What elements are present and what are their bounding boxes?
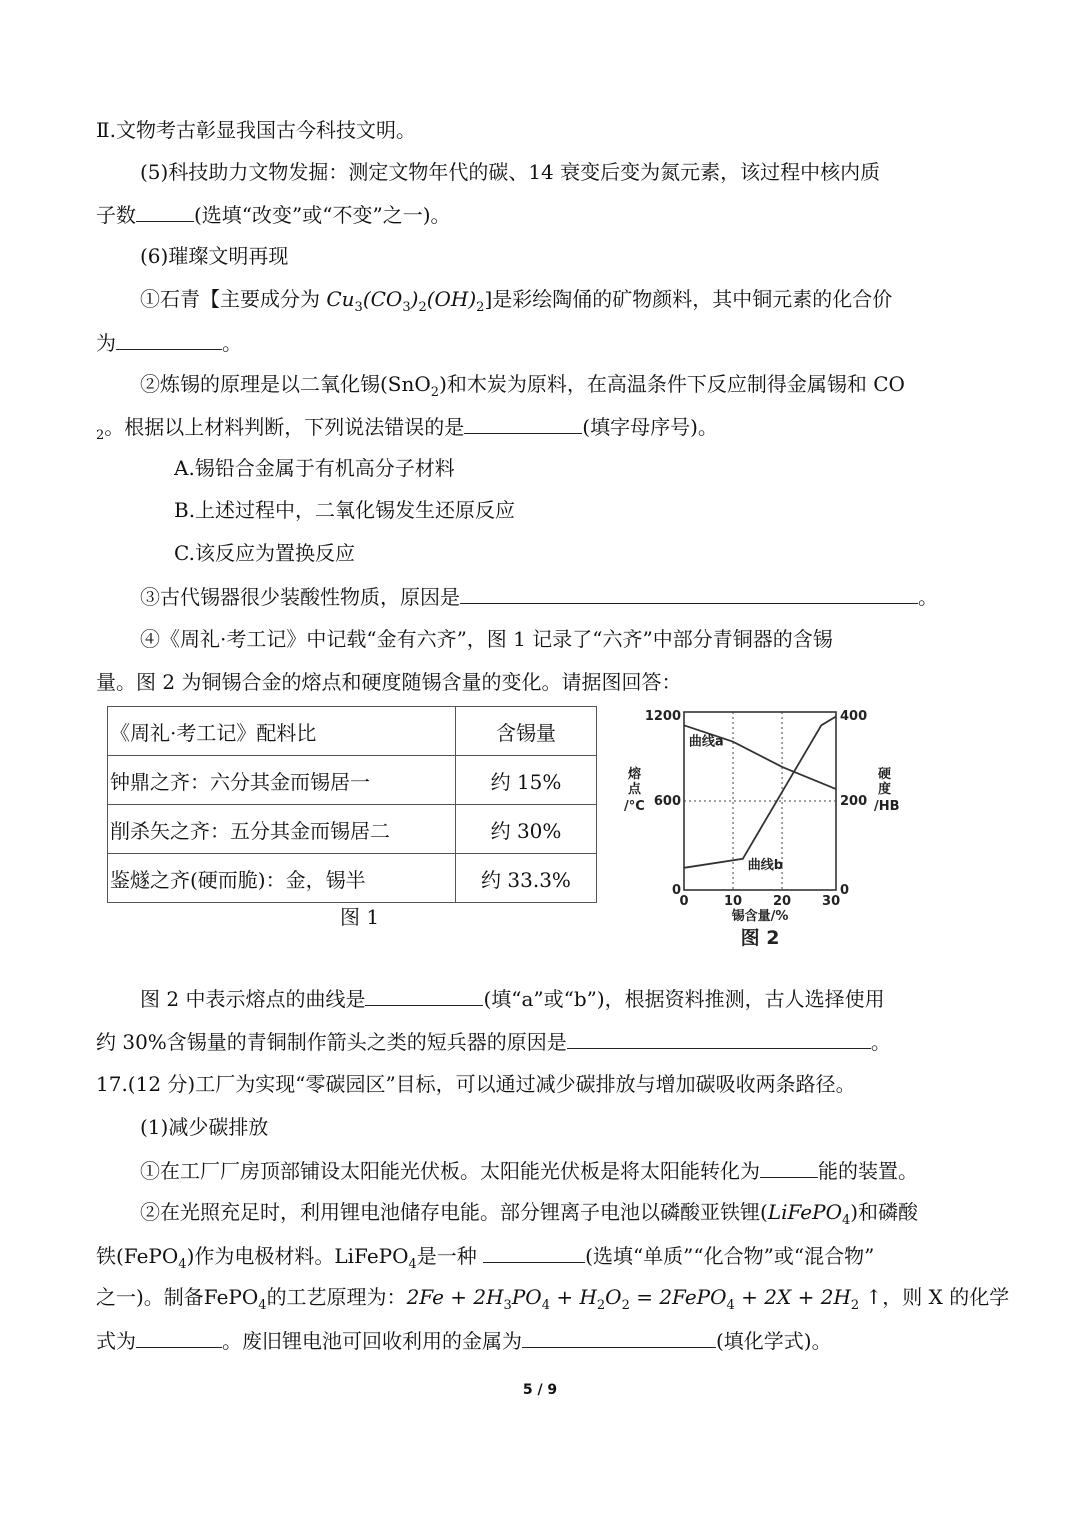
q17-1-2-text-end: 式为 。废旧锂电池可回收利用的金属为 (填化学式)。 — [96, 1329, 832, 1353]
q6-2-text: ②炼锡的原理是以二氧化锡(SnO$_2$)和木炭为原料，在高温条件下反应制得金属锡和 CO — [140, 372, 905, 400]
y-left-label-line: 熔 — [628, 767, 642, 782]
table-cell: 钟鼎之齐：六分其金而锡居一 — [108, 756, 456, 805]
q5-text-cont: 子数 (选填“改变”或“不变”之一)。 — [96, 203, 451, 227]
y-right-label-line: 度 — [878, 782, 892, 797]
y-right-tick-label: 400 — [840, 709, 868, 724]
x-tick-label: 0 — [679, 894, 689, 909]
table-row — [108, 805, 597, 854]
option-a: A.锡铅合金属于有机高分子材料 — [174, 456, 455, 480]
y-right-label-line: 硬 — [878, 767, 892, 782]
series-label: 曲线b — [747, 857, 784, 873]
answer-blank[interactable] — [116, 329, 222, 350]
q6-3-text: ③古代锡器很少装酸性物质，原因是 。 — [140, 585, 938, 609]
reaction-equation: $2Fe + 2H_3PO_4 + H_2O_2$ = 2FePO$_4$ + $2X + 2H_2$ ↑ — [406, 1285, 883, 1313]
tin-ratio-table — [107, 706, 597, 903]
q6-1-text: ①石青【主要成分为 $Cu_3(CO_3)_2(OH)_2$]是彩绘陶俑的矿物颜料，其中铜元素的化合价 — [140, 287, 893, 315]
table-row — [108, 854, 597, 903]
table-cell: 约 33.3% — [456, 854, 597, 903]
answer-blank[interactable] — [460, 583, 918, 604]
table-row — [108, 756, 597, 805]
table-cell: 约 30% — [456, 805, 597, 854]
answer-blank[interactable] — [760, 1157, 818, 1178]
answer-blank[interactable] — [136, 1327, 222, 1348]
option-b: B.上述过程中，二氧化锡发生还原反应 — [174, 498, 516, 522]
y-left-tick-label: 1200 — [644, 709, 681, 724]
q17-1-2-text-cont: 铁(FePO$_4$)作为电极材料。LiFePO$_4$是一种 (选填“单质”“化合物”或“混合物” — [96, 1244, 875, 1272]
chart-title: 图 2 — [740, 927, 780, 949]
series-label: 曲线a — [688, 734, 724, 750]
q6-4-question-a: 图 2 中表示熔点的曲线是 (填“a”或“b”)，根据资料推测，古人选择使用 — [140, 987, 885, 1011]
answer-blank[interactable] — [483, 1242, 585, 1263]
table-header-cell: 含锡量 — [456, 707, 597, 756]
table-header-row — [108, 707, 597, 756]
chart-marks — [684, 717, 836, 873]
y-left-tick-label: 0 — [671, 883, 681, 898]
q17-1-1-text: ①在工厂厂房顶部铺设太阳能光伏板。太阳能光伏板是将太阳能转化为 能的装置。 — [140, 1159, 918, 1183]
answer-blank[interactable] — [567, 1028, 871, 1049]
y-left-label-line: 点 — [628, 782, 642, 797]
y-left-label-line: /°C — [624, 799, 645, 814]
answer-blank[interactable] — [522, 1327, 716, 1348]
y-right-tick-label: 200 — [840, 794, 868, 809]
table-header-cell: 《周礼·考工记》配料比 — [108, 707, 456, 756]
y-right-tick-label: 0 — [840, 883, 850, 898]
figure-2-chart — [620, 700, 910, 960]
q6-1-text-cont: 为 。 — [96, 331, 242, 355]
x-tick-label: 10 — [723, 894, 743, 909]
answer-blank[interactable] — [464, 413, 582, 434]
x-tick-label: 30 — [822, 894, 841, 909]
y-right-label-line: /HB — [874, 799, 900, 814]
x-tick-label: 20 — [773, 894, 792, 909]
answer-blank[interactable] — [365, 985, 483, 1006]
table-cell: 鉴燧之齐(硬而脆)：金，锡半 — [108, 854, 456, 903]
y-left-tick-label: 600 — [653, 794, 681, 809]
q17-heading: 17.(12 分)工厂为实现“零碳园区”目标，可以通过减少碳排放与增加碳吸收两条路径。 — [96, 1072, 856, 1096]
table-cell: 削杀矢之齐：五分其金而锡居二 — [108, 805, 456, 854]
q5-text: (5)科技助力文物发掘：测定文物年代的碳、14 衰变后变为氮元素，该过程中核内质 — [140, 160, 881, 184]
q6-2-text-cont: $_2$。根据以上材料判断，下列说法错误的是 (填字母序号)。 — [96, 415, 718, 443]
x-axis-label: 锡含量/% — [731, 909, 789, 924]
answer-blank[interactable] — [136, 201, 194, 222]
q6-4-text: ④《周礼·考工记》中记载“金有六齐”，图 1 记录了“六齐”中部分青铜器的含锡 — [140, 627, 833, 651]
page-number: 5 / 9 — [522, 1382, 558, 1398]
option-c: C.该反应为置换反应 — [174, 541, 355, 565]
section-heading: Ⅱ.文物考古彰显我国古今科技文明。 — [96, 118, 416, 142]
q17-1-2-equation-line: 之一)。制备FePO$_4$的工艺原理为：$2Fe + 2H_3PO_4 + H_2O_2$ = 2FePO$_4$ + $2X + 2H_2$ ↑，则 X 的化学 — [96, 1285, 1010, 1313]
table-cell: 约 15% — [456, 756, 597, 805]
q6-4-question-b: 约 30%含锡量的青铜制作箭头之类的短兵器的原因是 。 — [96, 1030, 891, 1054]
q17-1-2-text: ②在光照充足时，利用锂电池储存电能。部分锂离子电池以磷酸亚铁锂(LiFePO$_4$)和磷酸 — [140, 1200, 919, 1228]
q6-4-text-cont: 量。图 2 为铜锡合金的熔点和硬度随锡含量的变化。请据图回答： — [96, 670, 682, 694]
q17-1-heading: (1)减少碳排放 — [140, 1115, 269, 1139]
chart-frame — [624, 709, 900, 949]
figure-1-caption: 图 1 — [340, 905, 380, 929]
q6-heading: (6)璀璨文明再现 — [140, 244, 289, 268]
